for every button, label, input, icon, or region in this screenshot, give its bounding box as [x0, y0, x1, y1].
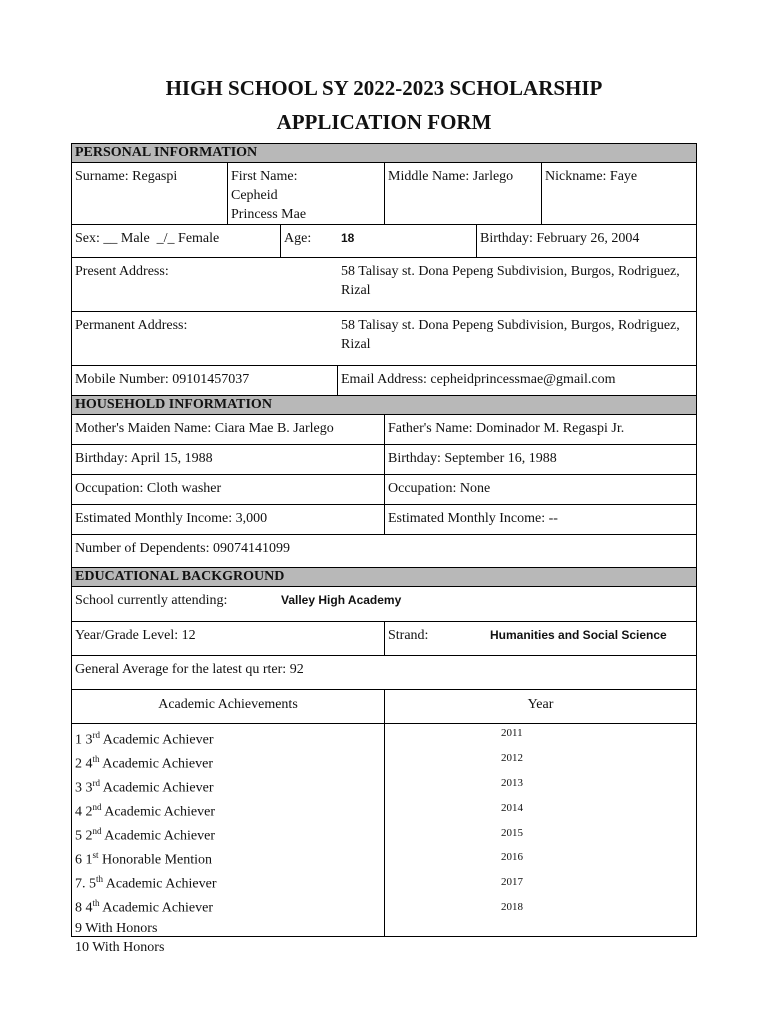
dependents-row — [72, 535, 696, 568]
achievement-ordinal-suffix: th — [96, 874, 104, 885]
achievement-year: 2012 — [501, 751, 523, 764]
section-household-information: HOUSEHOLD INFORMATION — [72, 395, 696, 415]
achievement-rank: 4 2 — [75, 804, 93, 820]
present-address-row — [72, 258, 696, 312]
achievement-ordinal-suffix: nd — [92, 826, 102, 837]
achievement-item — [75, 726, 381, 750]
achievement-item — [75, 919, 381, 938]
sex-field[interactable]: Sex: __ Male _/_ Female — [72, 225, 281, 257]
achievement-rank: 1 3 — [75, 732, 93, 748]
contact-row — [72, 366, 696, 395]
achievement-rank: 3 3 — [75, 780, 93, 796]
form-title-line-1: HIGH SCHOOL SY 2022-2023 SCHOLARSHIP — [165, 76, 603, 100]
achievements-body-row — [72, 724, 696, 955]
achievement-item — [75, 938, 381, 957]
present-address-value[interactable]: 58 Talisay st. Dona Pepeng Subdivision, Burgos, Rodriguez, Rizal — [341, 264, 680, 298]
age-value: 18 — [341, 231, 355, 245]
section-personal-information: PERSONAL INFORMATION — [72, 144, 696, 163]
achievement-rank: 5 2 — [75, 828, 93, 844]
nickname-field[interactable]: Nickname: Faye — [545, 169, 638, 184]
section-educational-background: EDUCATIONAL BACKGROUND — [72, 568, 696, 587]
general-average-row — [72, 656, 696, 690]
birthday-field[interactable]: Birthday: February 26, 2004 — [480, 231, 640, 246]
mother-occupation-field[interactable]: Occupation: Cloth washer — [72, 475, 385, 504]
name-row — [72, 163, 696, 225]
father-birthday-field[interactable]: Birthday: September 16, 1988 — [388, 451, 557, 466]
first-name-label: First Name: — [231, 169, 298, 184]
achievement-item — [75, 822, 381, 846]
achievement-rank: 10 With Honors — [75, 939, 165, 955]
first-name-value-1: Cepheid — [231, 188, 278, 203]
mother-birthday-field[interactable]: Birthday: April 15, 1988 — [72, 445, 385, 474]
achievement-item — [75, 870, 381, 894]
permanent-address-row — [72, 312, 696, 366]
achievements-header-row — [72, 690, 696, 724]
school-row — [72, 587, 696, 622]
achievement-title: Academic Achiever — [99, 756, 214, 772]
surname-field[interactable]: Surname: Regaspi — [72, 163, 228, 224]
form-title-line-2: APPLICATION FORM — [276, 110, 492, 134]
achievement-title: Academic Achiever — [101, 804, 216, 820]
achievement-item — [75, 846, 381, 870]
achievement-rank: 9 With Honors — [75, 920, 158, 936]
mother-income-field[interactable]: Estimated Monthly Income: 3,000 — [72, 505, 385, 534]
achievement-rank: 6 1 — [75, 852, 93, 868]
application-form — [71, 143, 697, 955]
school-field[interactable] — [72, 587, 696, 621]
strand-label: Strand: — [388, 628, 429, 643]
achievement-rank: 7. 5 — [75, 877, 96, 893]
achievement-ordinal-suffix: th — [92, 754, 100, 765]
parent-income-row — [72, 505, 696, 535]
age-field[interactable] — [281, 225, 477, 257]
mother-name-field[interactable]: Mother's Maiden Name: Ciara Mae B. Jarlego — [72, 415, 385, 444]
achievement-title: Academic Achiever — [103, 877, 217, 893]
grade-level-field[interactable]: Year/Grade Level: 12 — [72, 622, 385, 655]
achievement-title: Academic Achiever — [101, 828, 216, 844]
achievement-ordinal-suffix: rd — [92, 730, 100, 740]
age-label: Age: — [284, 231, 312, 246]
achievement-ordinal-suffix: st — [92, 850, 99, 861]
achievement-year: 2018 — [501, 901, 523, 914]
achievement-ordinal-suffix: th — [92, 898, 100, 909]
permanent-address-label: Permanent Address: — [75, 318, 188, 333]
years-list — [385, 724, 696, 936]
achievements-column-header: Academic Achievements — [72, 690, 385, 723]
present-address-label: Present Address: — [75, 264, 169, 279]
achievement-item — [75, 798, 381, 822]
achievement-title: Academic Achiever — [100, 780, 214, 796]
parent-occupation-row — [72, 475, 696, 505]
school-value: Valley High Academy — [281, 593, 402, 607]
achievement-item — [75, 894, 381, 918]
general-average-field[interactable]: General Average for the latest qu rter: 92 — [75, 662, 304, 677]
grade-strand-row — [72, 622, 696, 656]
first-name-field[interactable] — [228, 163, 385, 224]
school-label: School currently attending: — [75, 593, 228, 608]
father-name-field[interactable]: Father's Name: Dominador M. Regaspi Jr. — [388, 421, 625, 436]
middle-name-field[interactable]: Middle Name: Jarlego — [385, 163, 542, 224]
parent-name-row — [72, 415, 696, 445]
first-name-value-2: Princess Mae — [231, 207, 307, 222]
permanent-address-value[interactable]: 58 Talisay st. Dona Pepeng Subdivision, Burgos, Rodriguez, Rizal — [341, 318, 680, 352]
achievement-year: 2016 — [501, 851, 523, 864]
dependents-field[interactable]: Number of Dependents: 09074141099 — [75, 541, 291, 556]
achievement-title: Academic Achiever — [100, 732, 214, 748]
year-column-header: Year — [527, 697, 554, 712]
achievement-year: 2013 — [501, 776, 523, 789]
achievement-year: 2017 — [501, 876, 523, 889]
mobile-number-field[interactable]: Mobile Number: 09101457037 — [72, 366, 338, 395]
achievement-ordinal-suffix: nd — [92, 802, 102, 813]
achievement-title: Honorable Mention — [98, 852, 213, 868]
achievement-rank: 2 4 — [75, 756, 93, 772]
father-income-field[interactable]: Estimated Monthly Income: -- — [388, 511, 558, 526]
strand-value: Humanities and Social Science — [490, 628, 667, 642]
achievement-year: 2011 — [501, 727, 523, 739]
achievement-rank: 8 4 — [75, 901, 93, 917]
achievement-year: 2014 — [501, 801, 523, 814]
strand-field[interactable] — [385, 622, 696, 655]
sex-age-birthday-row — [72, 225, 696, 258]
parent-birthday-row — [72, 445, 696, 475]
achievement-item — [75, 774, 381, 798]
achievement-item — [75, 750, 381, 774]
achievement-ordinal-suffix: rd — [92, 778, 100, 789]
email-address-field[interactable]: Email Address: cepheidprincessmae@gmail.com — [341, 372, 616, 387]
achievements-list — [72, 724, 385, 955]
achievement-title: Academic Achiever — [99, 901, 214, 917]
father-occupation-field[interactable]: Occupation: None — [388, 481, 491, 496]
achievement-year: 2015 — [501, 826, 523, 839]
